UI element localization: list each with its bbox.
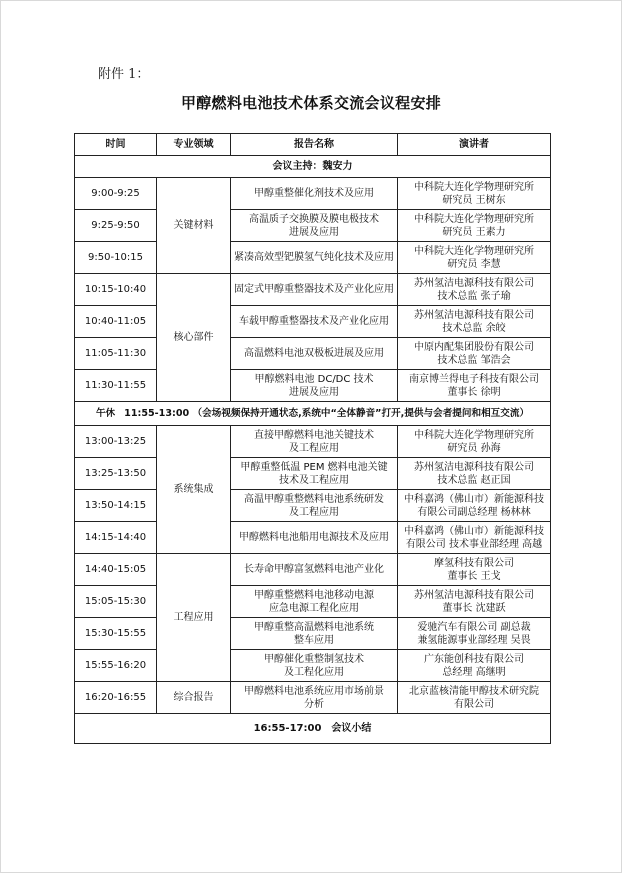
time-cell: 9:50-10:15 xyxy=(75,242,157,274)
time-cell: 9:25-9:50 xyxy=(75,210,157,242)
speaker-cell: 中科院大连化学物理研究所 研究员 王素力 xyxy=(398,210,551,242)
time-cell: 15:30-15:55 xyxy=(75,618,157,650)
table-row xyxy=(75,274,551,306)
column-header-speaker: 演讲者 xyxy=(398,134,551,156)
report-cell: 长寿命甲醇富氢燃料电池产业化 xyxy=(231,554,398,586)
section-cell: 综合报告 xyxy=(157,682,231,714)
column-header-time: 时间 xyxy=(75,134,157,156)
time-cell: 13:00-13:25 xyxy=(75,426,157,458)
time-cell: 13:25-13:50 xyxy=(75,458,157,490)
report-cell: 甲醇催化重整制氢技术 及工程化应用 xyxy=(231,650,398,682)
time-cell: 16:20-16:55 xyxy=(75,682,157,714)
table-row xyxy=(75,458,551,490)
time-cell: 9:00-9:25 xyxy=(75,178,157,210)
page-title: 甲醇燃料电池技术体系交流会议程安排 xyxy=(180,94,442,112)
break-time: 11:55-13:00 xyxy=(124,408,190,419)
column-header-field: 专业领域 xyxy=(157,134,231,156)
report-cell: 甲醇重整高温燃料电池系统 整车应用 xyxy=(231,618,398,650)
speaker-cell: 爱驰汽车有限公司 副总裁 兼氢能源事业部经理 吴畏 xyxy=(398,618,551,650)
time-cell: 10:15-10:40 xyxy=(75,274,157,306)
table-row xyxy=(75,306,551,338)
report-cell: 甲醇重整低温 PEM 燃料电池关键 技术及工程应用 xyxy=(231,458,398,490)
table-row xyxy=(75,210,551,242)
report-cell: 甲醇重整燃料电池移动电源 应急电源工程化应用 xyxy=(231,586,398,618)
table-row xyxy=(75,618,551,650)
agenda-table xyxy=(74,133,551,744)
report-cell: 直接甲醇燃料电池关键技术 及工程应用 xyxy=(231,426,398,458)
table-row xyxy=(75,650,551,682)
speaker-cell: 中原内配集团股份有限公司 技术总监 邹浩会 xyxy=(398,338,551,370)
report-cell: 高温甲醇重整燃料电池系统研发 及工程应用 xyxy=(231,490,398,522)
table-row xyxy=(75,554,551,586)
host-row xyxy=(75,156,551,178)
speaker-cell: 中科院大连化学物理研究所 研究员 孙海 xyxy=(398,426,551,458)
report-cell: 高温燃料电池双极板进展及应用 xyxy=(231,338,398,370)
report-cell: 紧凑高效型钯膜氢气纯化技术及应用 xyxy=(231,242,398,274)
host-cell: 会议主持：魏安力 xyxy=(75,156,551,178)
table-row xyxy=(75,338,551,370)
lunch-break-cell xyxy=(75,402,551,426)
table-row xyxy=(75,586,551,618)
speaker-cell: 苏州氢洁电源科技有限公司 技术总监 赵正国 xyxy=(398,458,551,490)
section-cell: 工程应用 xyxy=(157,554,231,682)
table-row xyxy=(75,178,551,210)
time-cell: 10:40-11:05 xyxy=(75,306,157,338)
speaker-cell: 中科院大连化学物理研究所 研究员 王树东 xyxy=(398,178,551,210)
table-row xyxy=(75,522,551,554)
speaker-cell: 中科院大连化学物理研究所 研究员 李慧 xyxy=(398,242,551,274)
closing-row xyxy=(75,714,551,744)
time-cell: 14:40-15:05 xyxy=(75,554,157,586)
speaker-cell: 苏州氢洁电源科技有限公司 技术总监 张子瑜 xyxy=(398,274,551,306)
report-cell: 甲醇燃料电池系统应用市场前景 分析 xyxy=(231,682,398,714)
time-cell: 14:15-14:40 xyxy=(75,522,157,554)
speaker-cell: 中科嘉鸿（佛山市）新能源科技 有限公司副总经理 杨林林 xyxy=(398,490,551,522)
report-cell: 甲醇重整催化剂技术及应用 xyxy=(231,178,398,210)
time-cell: 11:30-11:55 xyxy=(75,370,157,402)
header-row xyxy=(75,134,551,156)
time-cell: 15:05-15:30 xyxy=(75,586,157,618)
break-note: （会场视频保持开通状态,系统中“全体静音”打开,提供与会者提问和相互交流） xyxy=(192,408,530,419)
lunch-break-row xyxy=(75,402,551,426)
time-cell: 13:50-14:15 xyxy=(75,490,157,522)
section-cell: 核心部件 xyxy=(157,274,231,402)
speaker-cell: 苏州氢洁电源科技有限公司 技术总监 余皎 xyxy=(398,306,551,338)
speaker-cell: 南京博兰得电子科技有限公司 董事长 徐明 xyxy=(398,370,551,402)
break-label: 午休 xyxy=(95,408,116,419)
table-row xyxy=(75,682,551,714)
closing-cell: 16:55-17:00 会议小结 xyxy=(75,714,551,744)
section-cell: 关键材料 xyxy=(157,178,231,274)
report-cell: 甲醇燃料电池 DC/DC 技术 进展及应用 xyxy=(231,370,398,402)
column-header-report: 报告名称 xyxy=(231,134,398,156)
speaker-cell: 中科嘉鸿（佛山市）新能源科技 有限公司 技术事业部经理 高越 xyxy=(398,522,551,554)
section-cell: 系统集成 xyxy=(157,426,231,554)
attachment-label: 附件 1： xyxy=(98,67,150,82)
speaker-cell: 广东能创科技有限公司 总经理 高继明 xyxy=(398,650,551,682)
table-row xyxy=(75,490,551,522)
table-row xyxy=(75,242,551,274)
speaker-cell: 摩氢科技有限公司 董事长 王戈 xyxy=(398,554,551,586)
table-row xyxy=(75,370,551,402)
speaker-cell: 北京蓝核清能甲醇技术研究院 有限公司 xyxy=(398,682,551,714)
report-cell: 高温质子交换膜及膜电极技术 进展及应用 xyxy=(231,210,398,242)
table-row xyxy=(75,426,551,458)
report-cell: 车载甲醇重整器技术及产业化应用 xyxy=(231,306,398,338)
time-cell: 15:55-16:20 xyxy=(75,650,157,682)
speaker-cell: 苏州氢洁电源科技有限公司 董事长 沈建跃 xyxy=(398,586,551,618)
report-cell: 固定式甲醇重整器技术及产业化应用 xyxy=(231,274,398,306)
time-cell: 11:05-11:30 xyxy=(75,338,157,370)
report-cell: 甲醇燃料电池船用电源技术及应用 xyxy=(231,522,398,554)
